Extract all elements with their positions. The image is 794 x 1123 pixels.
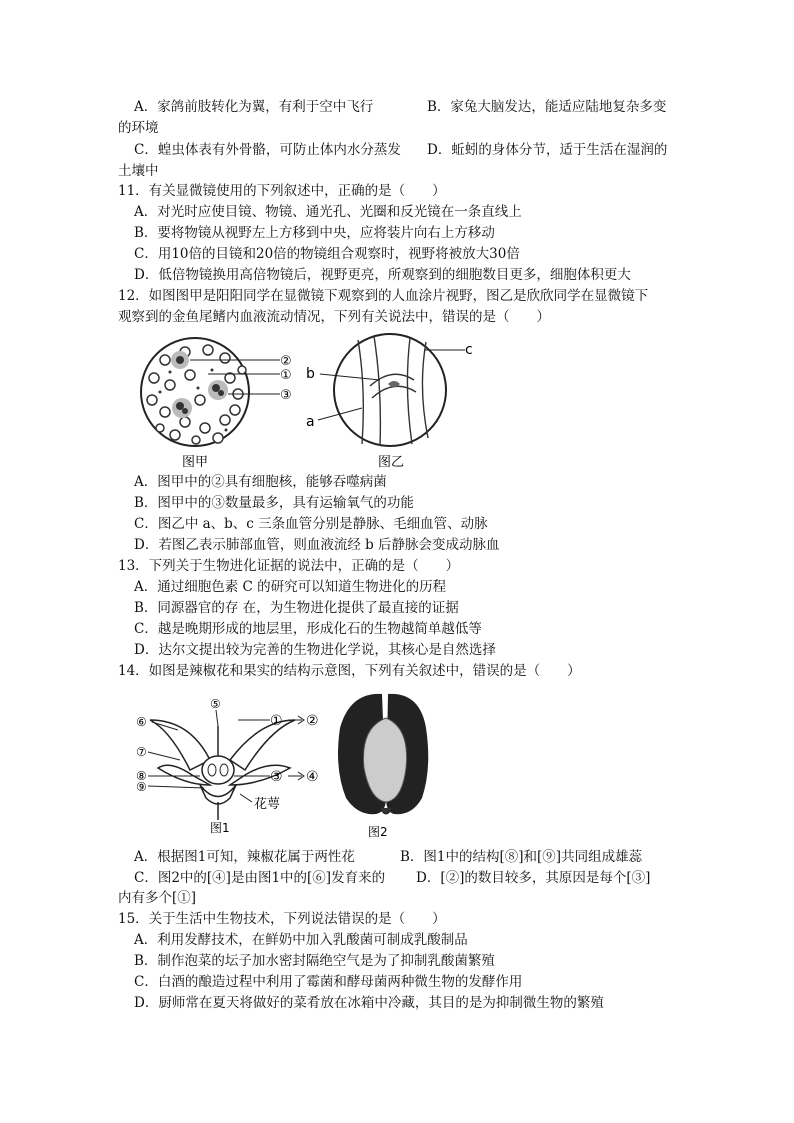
fig-yi-caption: 图乙	[378, 455, 405, 470]
mark-1: ①	[270, 713, 283, 729]
q12-option-d: D．若图乙表示肺部血管，则血液流经 b 后静脉会变成动脉血	[134, 537, 500, 553]
fig2-caption: 图2	[368, 825, 388, 839]
mark-9: ⑨	[136, 780, 147, 794]
q12-stem-cont: 观察到的金鱼尾鳍内血液流动情况，下列有关说法中，错误的是（ ）	[118, 309, 550, 325]
q13-option-a: A．通过细胞色素 C 的研究可以知道生物进化的历程	[134, 579, 447, 595]
label-jia-3: ③	[280, 388, 292, 403]
q15-stem: 15．关于生活中生物技术，下列说法错误的是（ ）	[118, 911, 446, 927]
mark-4: ④	[306, 769, 319, 785]
label-jia-2: ②	[280, 354, 292, 369]
q11-option-b: B．要将物镜从视野左上方移到中央，应将装片向右上方移动	[134, 225, 495, 241]
q10-option-a: A．家鸽前肢转化为翼，有利于空中飞行	[134, 99, 374, 115]
q14-stem: 14．如图是辣椒花和果实的结构示意图，下列有关叙述中，错误的是（ ）	[118, 663, 581, 679]
mark-3: ③	[270, 769, 283, 785]
q10-option-d-cont: 土壤中	[118, 163, 159, 179]
figure-pepper-flower	[130, 690, 330, 840]
q14-option-a: A．根据图1可知，辣椒花属于两性花	[134, 849, 355, 865]
q15-option-c: C．白酒的酿造过程中利用了霉菌和酵母菌两种微生物的发酵作用	[134, 974, 523, 990]
q10-option-c: C．蝗虫体表有外骨骼，可防止体内水分蒸发	[134, 142, 401, 158]
figure-pepper-fruit	[330, 688, 440, 843]
q15-option-b: B．制作泡菜的坛子加水密封隔绝空气是为了抑制乳酸菌繁殖	[134, 953, 495, 969]
fig-jia-caption: 图甲	[182, 455, 209, 470]
mark-2: ②	[306, 713, 319, 729]
mark-6: ⑥	[136, 715, 147, 729]
q12-stem: 12．如图图甲是阳阳同学在显微镜下观察到的人血涂片视野，图乙是欣欣同学在显微镜下	[118, 288, 649, 304]
label-jia-1: ①	[280, 368, 292, 383]
q11-option-a: A．对光时应使目镜、物镜、通光孔、光圈和反光镜在一条直线上	[134, 204, 522, 220]
label-yi-a: a	[306, 414, 315, 430]
q15-option-d: D．厨师常在夏天将做好的菜肴放在冰箱中冷藏，其目的是为抑制微生物的繁殖	[134, 995, 604, 1011]
mark-5: ⑤	[210, 697, 221, 711]
q12-option-b: B．图甲中的③数量最多，具有运输氧气的功能	[134, 495, 414, 511]
figure-fish-tail-vessels	[300, 328, 480, 470]
label-yi-c: c	[465, 342, 473, 358]
q10-option-b: B．家兔大脑发达，能适应陆地复杂多变	[427, 99, 667, 115]
mark-7: ⑦	[136, 745, 147, 759]
q10-option-d: D．蚯蚓的身体分节，适于生活在湿润的	[427, 142, 668, 158]
q15-option-a: A．利用发酵技术，在鲜奶中加入乳酸菌可制成乳酸制品	[134, 932, 468, 948]
q13-option-b: B．同源器官的存 在，为生物进化提供了最直接的证据	[134, 600, 459, 616]
fig1-caption: 图1	[210, 821, 230, 835]
q14-option-d: D．[②]的数目较多，其原因是每个[③]	[416, 870, 651, 886]
q11-option-d: D．低倍物镜换用高倍物镜后，视野更亮，所观察到的细胞数目更多，细胞体积更大	[134, 267, 631, 283]
q14-option-d-cont: 内有多个[①]	[118, 890, 197, 906]
mark-8: ⑧	[136, 769, 147, 783]
q12-option-c: C．图乙中 a、b、c 三条血管分别是静脉、毛细血管、动脉	[134, 516, 488, 532]
q12-option-a: A．图甲中的②具有细胞核，能够吞噬病菌	[134, 474, 387, 490]
calyx-label: 花萼	[254, 797, 281, 812]
figure-blood-smear	[130, 330, 300, 470]
q11-option-c: C．用10倍的目镜和20倍的物镜组合观察时，视野将被放大30倍	[134, 246, 520, 262]
q14-option-c: C．图2中的[④]是由图1中的[⑥]发育来的	[134, 870, 386, 886]
q11-stem: 11．有关显微镜使用的下列叙述中，正确的是（ ）	[118, 183, 446, 199]
q13-stem: 13．下列关于生物进化证据的说法中，正确的是（ ）	[118, 558, 460, 574]
q13-option-c: C．越是晚期形成的地层里，形成化石的生物越简单越低等	[134, 621, 482, 637]
q10-option-b-cont: 的环境	[118, 120, 159, 136]
q13-option-d: D．达尔文提出较为完善的生物进化学说，其核心是自然选择	[134, 642, 496, 658]
q14-option-b: B．图1中的结构[⑧]和[⑨]共同组成雄蕊	[400, 849, 643, 865]
label-yi-b: b	[306, 366, 315, 382]
